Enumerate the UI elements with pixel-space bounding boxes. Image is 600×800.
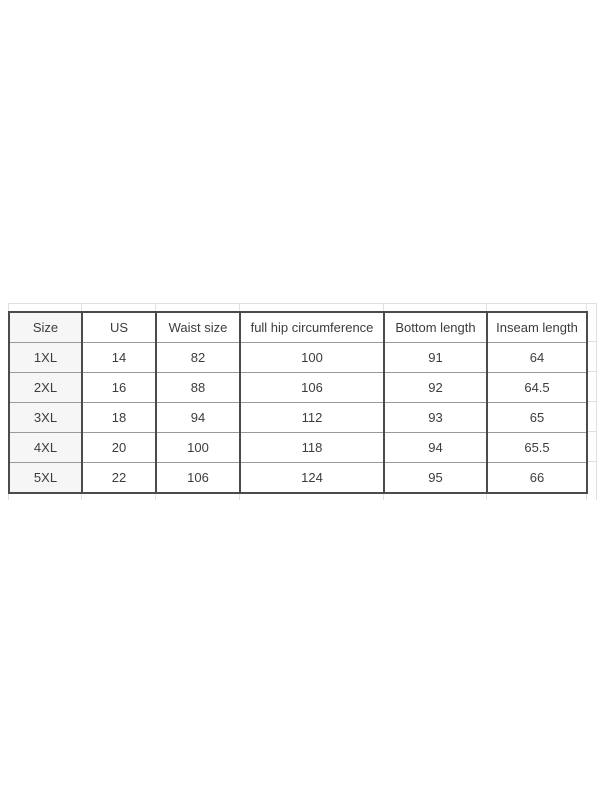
cell-us: 14 xyxy=(82,343,156,373)
cell-bottom: 91 xyxy=(384,343,487,373)
grid-line xyxy=(588,461,596,462)
cell-size: 4XL xyxy=(9,433,82,463)
grid-line xyxy=(486,303,487,311)
table-row xyxy=(9,433,587,463)
cell-hip: 124 xyxy=(240,463,384,494)
grid-line xyxy=(81,303,82,311)
column-header-bottom: Bottom length xyxy=(384,312,487,343)
cell-us: 16 xyxy=(82,373,156,403)
cell-hip: 118 xyxy=(240,433,384,463)
cell-size: 5XL xyxy=(9,463,82,494)
cell-size: 3XL xyxy=(9,403,82,433)
grid-line xyxy=(8,303,597,304)
grid-line xyxy=(588,371,596,372)
cell-size: 1XL xyxy=(9,343,82,373)
cell-us: 18 xyxy=(82,403,156,433)
grid-line xyxy=(239,303,240,311)
table-row xyxy=(9,463,587,494)
column-header-us: US xyxy=(82,312,156,343)
column-header-size: Size xyxy=(9,312,82,343)
cell-hip: 100 xyxy=(240,343,384,373)
column-header-waist: Waist size xyxy=(156,312,240,343)
grid-line xyxy=(383,303,384,311)
table-row xyxy=(9,373,587,403)
cell-hip: 106 xyxy=(240,373,384,403)
grid-line xyxy=(588,431,596,432)
cell-inseam: 64.5 xyxy=(487,373,587,403)
cell-waist: 88 xyxy=(156,373,240,403)
cell-bottom: 95 xyxy=(384,463,487,494)
cell-us: 20 xyxy=(82,433,156,463)
cell-hip: 112 xyxy=(240,403,384,433)
cell-inseam: 64 xyxy=(487,343,587,373)
grid-line xyxy=(596,303,597,500)
grid-line xyxy=(588,341,596,342)
grid-line xyxy=(588,401,596,402)
table-row xyxy=(9,343,587,373)
cell-waist: 106 xyxy=(156,463,240,494)
size-chart-table xyxy=(8,311,588,494)
table-header-row xyxy=(9,312,587,343)
grid-line xyxy=(8,303,9,311)
cell-bottom: 93 xyxy=(384,403,487,433)
cell-inseam: 66 xyxy=(487,463,587,494)
cell-bottom: 92 xyxy=(384,373,487,403)
table-row xyxy=(9,403,587,433)
grid-line xyxy=(586,303,587,311)
cell-inseam: 65 xyxy=(487,403,587,433)
grid-line xyxy=(155,303,156,311)
cell-waist: 100 xyxy=(156,433,240,463)
cell-inseam: 65.5 xyxy=(487,433,587,463)
cell-size: 2XL xyxy=(9,373,82,403)
cell-bottom: 94 xyxy=(384,433,487,463)
cell-us: 22 xyxy=(82,463,156,494)
cell-waist: 82 xyxy=(156,343,240,373)
column-header-inseam: Inseam length xyxy=(487,312,587,343)
cell-waist: 94 xyxy=(156,403,240,433)
column-header-hip: full hip circumference xyxy=(240,312,384,343)
